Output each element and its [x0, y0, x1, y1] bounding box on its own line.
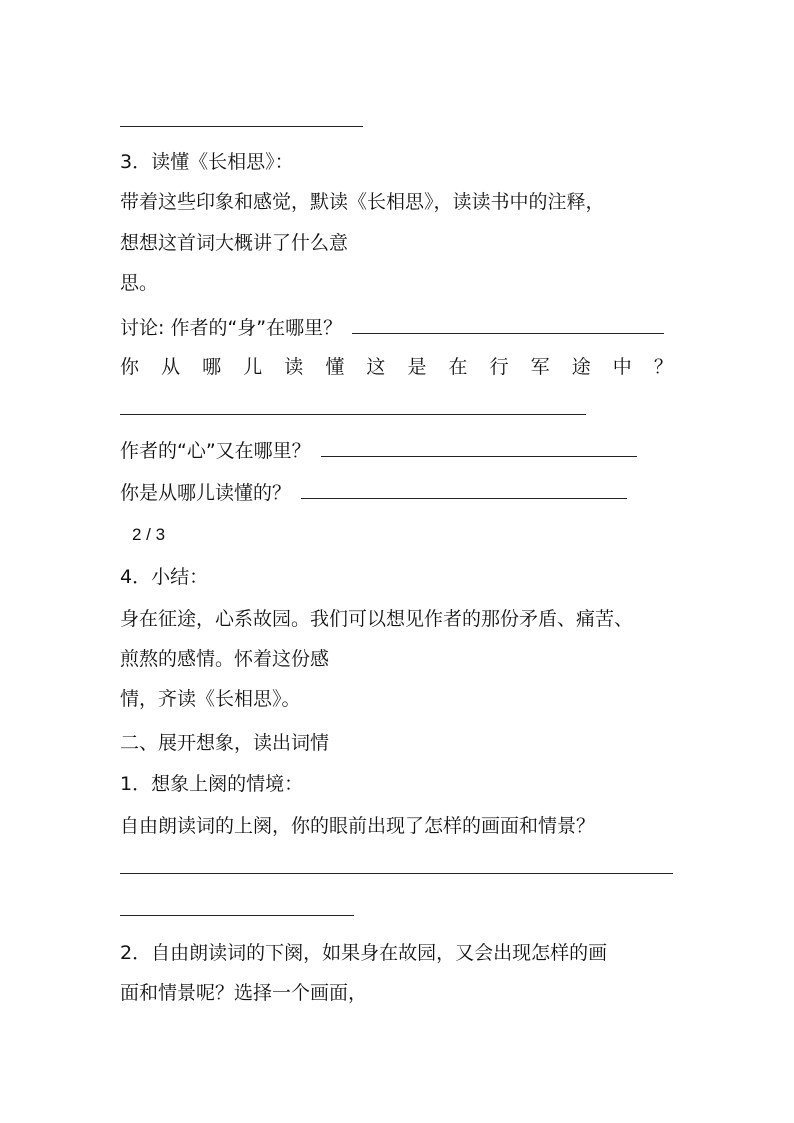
question-text: 讨论: 作者的“身”在哪里？: [120, 317, 343, 339]
spread-char: 儿: [243, 356, 263, 378]
answer-blank-line: [120, 873, 673, 874]
item3-body-line: 想想这首词大概讲了什么意: [120, 232, 349, 254]
spread-char: 哪: [202, 356, 222, 378]
spread-char: 途: [571, 356, 591, 378]
spread-char: 你: [120, 356, 140, 378]
item4-body-line: 身在征途，心系故园。我们可以想见作者的那份矛盾、痛苦、: [120, 608, 634, 630]
item3-body-line: 带着这些印象和感觉，默读《长相思》，读读书中的注释，: [120, 191, 605, 213]
spread-char: 军: [530, 356, 550, 378]
answer-blank: [321, 438, 637, 457]
s2-item1-body: 自由朗读词的上阕，你的眼前出现了怎样的画面和情景？: [120, 815, 596, 837]
question-heart-location: [120, 438, 637, 463]
item4-heading: 4．小结：: [120, 566, 209, 588]
s2-item1-heading: 1．想象上阕的情境：: [120, 773, 304, 795]
item4-body-line: 情，齐读《长相思》。: [120, 688, 301, 710]
question-how-understand: [120, 480, 627, 505]
answer-blank: [352, 315, 664, 334]
answer-blank: [301, 480, 627, 499]
answer-blank-line: [120, 126, 363, 127]
item4-body-line: 煎熬的感情。怀着这份感: [120, 648, 330, 670]
question-how-understand-march: [120, 355, 673, 379]
page-number: 2 / 3: [132, 525, 166, 544]
question-text: 你是从哪儿读懂的？: [120, 482, 292, 504]
spread-char: 懂: [325, 356, 345, 378]
spread-char: 行: [489, 356, 509, 378]
question-body-location: [120, 315, 664, 340]
spread-char: 是: [407, 356, 427, 378]
answer-blank-line: [120, 915, 354, 916]
spread-char: 中: [612, 356, 632, 378]
section2-heading: 二、展开想象，读出词情: [120, 732, 330, 754]
spread-char: 读: [284, 356, 304, 378]
item3-body-line: 思。: [120, 272, 159, 294]
answer-blank-line: [120, 414, 586, 415]
s2-item2-body-line: 面和情景呢？选择一个画面，: [120, 982, 368, 1004]
spread-char: 这: [366, 356, 386, 378]
question-text: 作者的“心”又在哪里？: [120, 440, 311, 462]
spread-char: 在: [448, 356, 468, 378]
item3-heading: 3．读懂《长相思》：: [120, 151, 294, 173]
spread-char: 从: [161, 356, 181, 378]
s2-item2-body-line: 2．自由朗读词的下阕，如果身在故园，又会出现怎样的画: [120, 942, 608, 964]
spread-char: ？: [653, 356, 673, 378]
